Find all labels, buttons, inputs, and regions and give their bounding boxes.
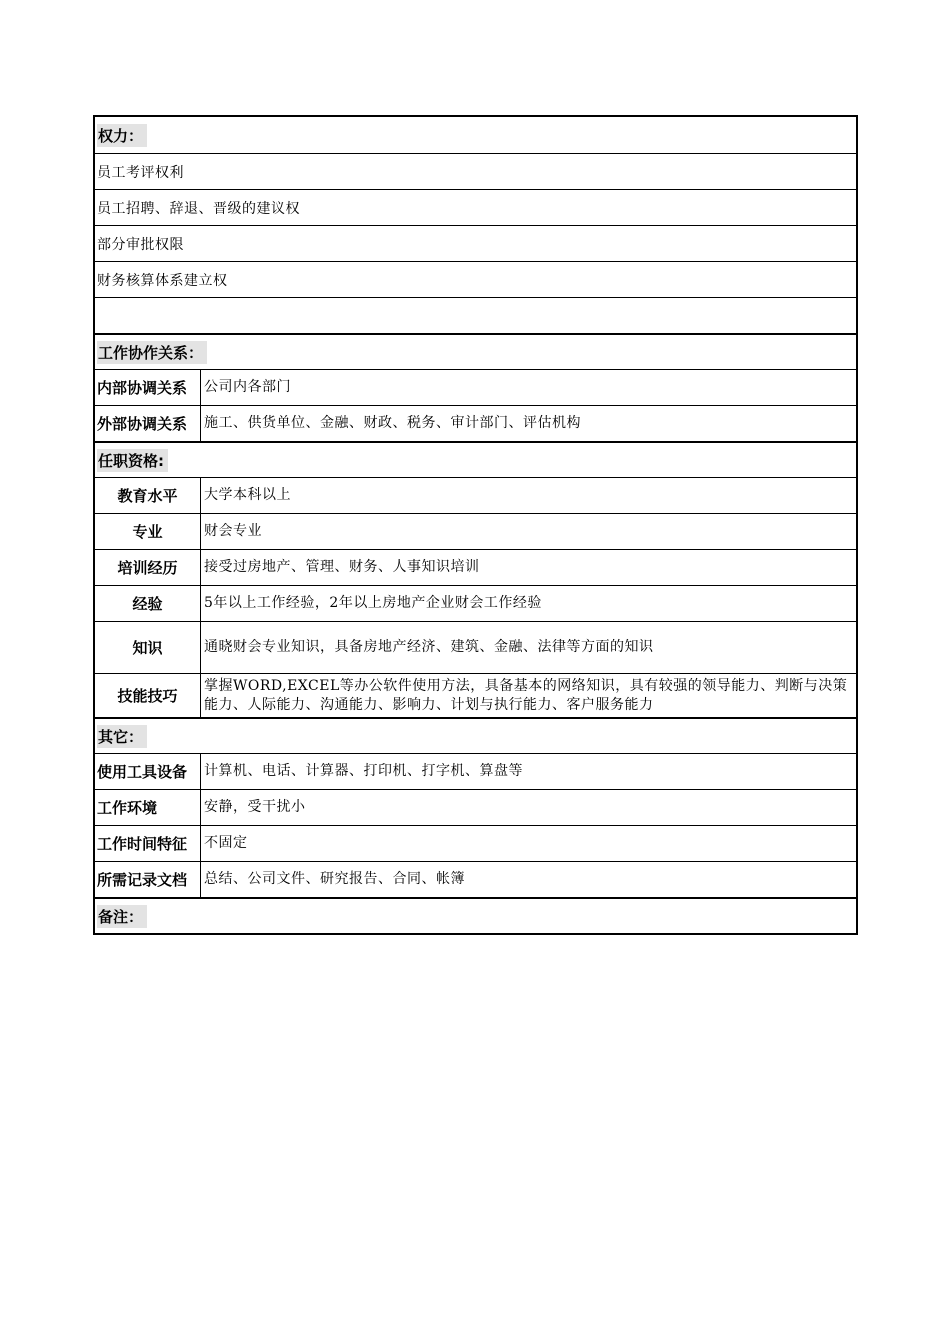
other-row-environment (95, 789, 856, 825)
qualification-value: 财会专业 (204, 523, 262, 539)
qualifications-section-header (95, 441, 856, 477)
relation-label: 外部协调关系 (95, 406, 201, 441)
relation-row-external (95, 405, 856, 441)
qualification-value: 5年以上工作经验，2年以上房地产企业财会工作经验 (204, 595, 542, 611)
qualification-value: 接受过房地产、管理、财务、人事知识培训 (204, 559, 480, 575)
other-section-header (95, 717, 856, 753)
relations-title: 工作协作关系： (97, 341, 207, 364)
other-row-hours (95, 825, 856, 861)
qualification-label: 专业 (95, 514, 201, 549)
qualification-label: 教育水平 (95, 478, 201, 513)
qualification-label: 培训经历 (95, 550, 201, 585)
qualification-value: 通晓财会专业知识，具备房地产经济、建筑、金融、法律等方面的知识 (204, 639, 654, 655)
other-label: 所需记录文档 (95, 862, 201, 897)
other-value: 不固定 (204, 835, 248, 851)
other-value: 计算机、电话、计算器、打印机、打字机、算盘等 (204, 763, 523, 779)
authority-section-header (95, 117, 856, 153)
other-row-documents (95, 861, 856, 897)
empty-row (95, 297, 856, 333)
qualification-row-experience (95, 585, 856, 621)
qualification-label: 经验 (95, 586, 201, 621)
qualification-label: 技能技巧 (95, 674, 201, 717)
relation-value: 施工、供货单位、金融、财政、税务、审计部门、评估机构 (204, 415, 581, 431)
notes-section-header (95, 897, 856, 933)
qualification-value: 大学本科以上 (204, 487, 291, 503)
qualification-row-knowledge (95, 621, 856, 673)
notes-title: 备注： (97, 905, 147, 928)
relations-section-header (95, 333, 856, 369)
qualification-value: 掌握WORD,EXCEL等办公软件使用方法，具备基本的网络知识，具有较强的领导能力、判断与决策能力、人际能力、沟通能力、影响力、计划与执行能力、客户服务能力 (204, 677, 848, 713)
authority-title: 权力： (97, 124, 147, 147)
qualification-row-major (95, 513, 856, 549)
other-label: 工作时间特征 (95, 826, 201, 861)
authority-item: 财务核算体系建立权 (95, 261, 856, 297)
job-description-table (93, 115, 858, 935)
other-row-tools (95, 753, 856, 789)
qualification-row-training (95, 549, 856, 585)
authority-item: 员工考评权利 (95, 153, 856, 189)
other-value: 安静，受干扰小 (204, 799, 306, 815)
relation-row-internal (95, 369, 856, 405)
relation-label: 内部协调关系 (95, 370, 201, 405)
qualifications-title: 任职资格: (97, 449, 168, 472)
authority-item: 员工招聘、辞退、晋级的建议权 (95, 189, 856, 225)
qualification-row-education (95, 477, 856, 513)
other-title: 其它： (97, 725, 147, 748)
qualification-label: 知识 (95, 622, 201, 673)
authority-item: 部分审批权限 (95, 225, 856, 261)
other-label: 使用工具设备 (95, 754, 201, 789)
qualification-row-skills (95, 673, 856, 717)
other-label: 工作环境 (95, 790, 201, 825)
other-value: 总结、公司文件、研究报告、合同、帐簿 (204, 871, 465, 887)
relation-value: 公司内各部门 (204, 379, 291, 395)
